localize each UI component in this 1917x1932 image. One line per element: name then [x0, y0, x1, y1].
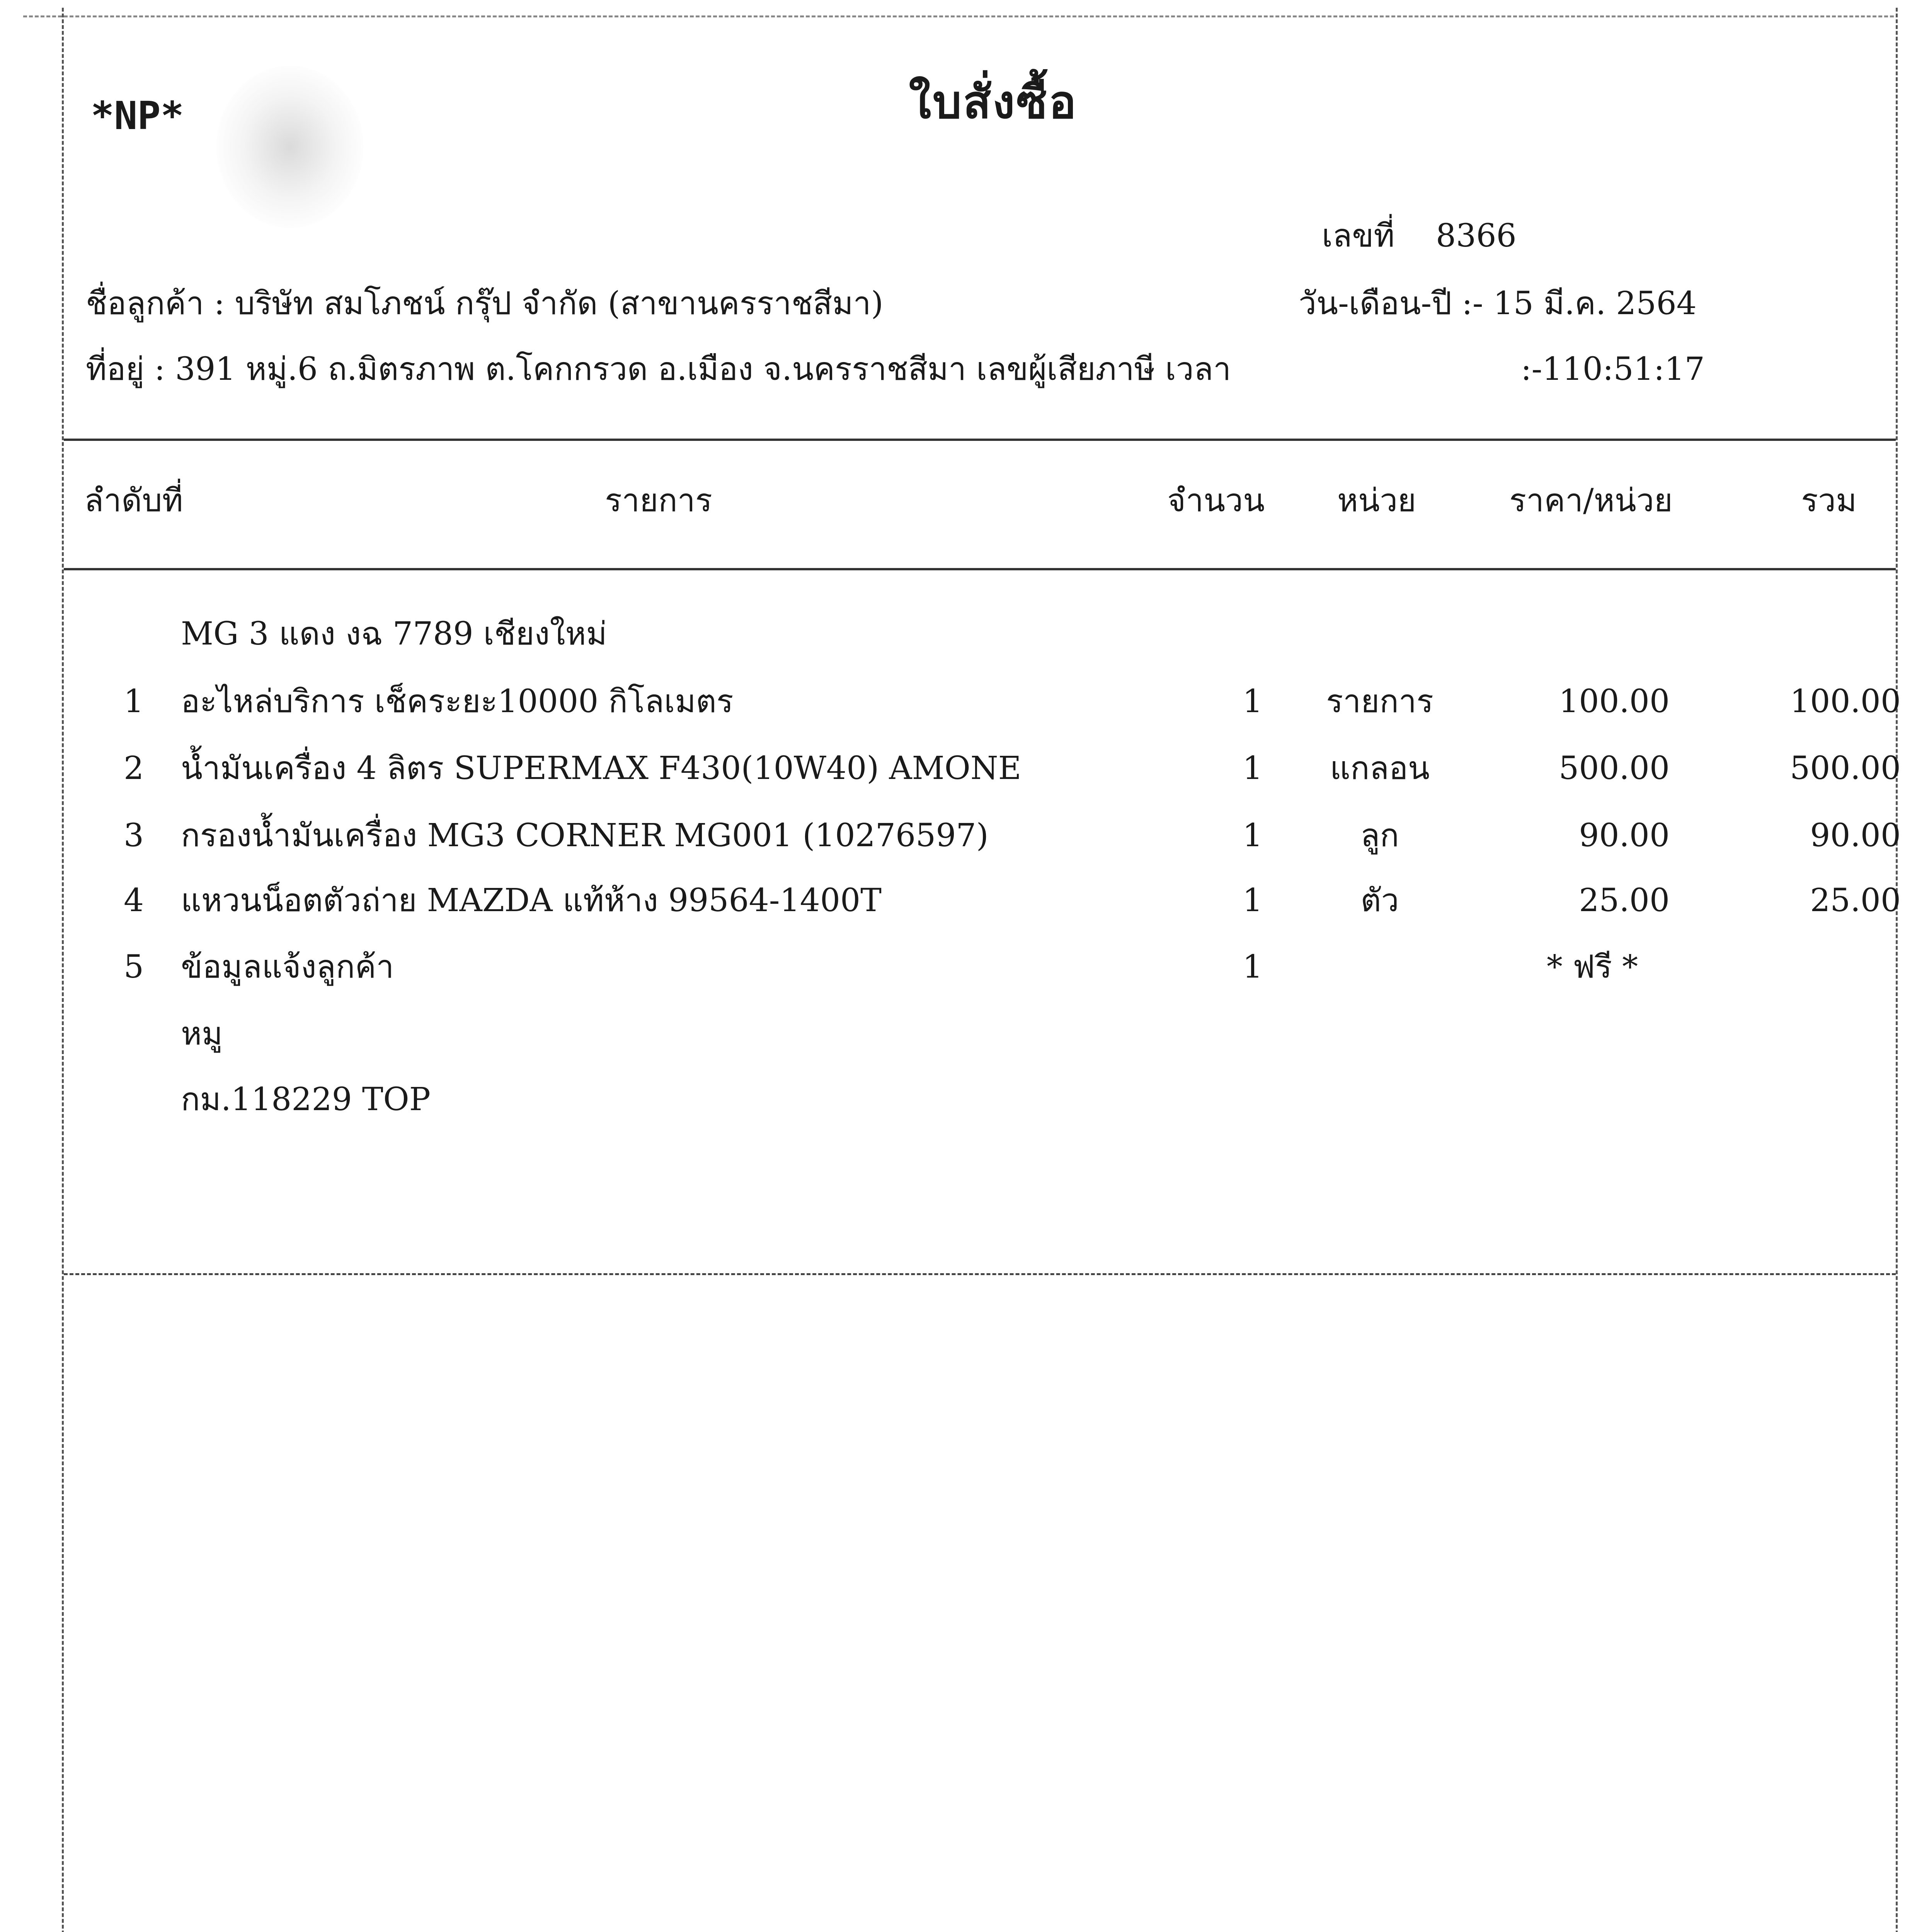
- col-item: รายการ: [605, 482, 712, 519]
- row-item: น้ำมันเครื่อง 4 ลิตร SUPERMAX F430(10W40) AMONE: [181, 750, 1021, 787]
- np-mark: *NP*: [91, 93, 184, 138]
- page-break-perforation: [64, 1273, 1896, 1275]
- row-no: 1: [124, 683, 144, 720]
- vehicle-line: MG 3 แดง งฉ 7789 เชียงใหม่: [181, 616, 607, 652]
- row-unit: ลูก: [1360, 817, 1399, 854]
- right-perforation-edge: [1896, 8, 1898, 1932]
- row-total: 90.00: [1810, 817, 1901, 854]
- address-line: ที่อยู่ : 391 หมู่.6 ถ.มิตรภาพ ต.โคกกรวด อ.เมือง จ.นครราชสีมา เลขผู้เสียภาษี เวลา: [86, 351, 1231, 388]
- row-item: ข้อมูลแจ้งลูกค้า: [181, 949, 394, 985]
- row-qty: 1: [1243, 949, 1263, 985]
- row-total: 100.00: [1790, 683, 1901, 720]
- col-price: ราคา/หน่วย: [1509, 482, 1673, 519]
- row-no: 3: [124, 817, 144, 854]
- row-unit: ตัว: [1360, 882, 1399, 919]
- header-divider: [64, 439, 1896, 441]
- row-item: อะไหล่บริการ เช็คระยะ10000 กิโลเมตร: [181, 683, 734, 720]
- row-qty: 1: [1243, 683, 1263, 720]
- document-title: ใบสั่งซื้อ: [909, 75, 1078, 129]
- date-line: วัน-เดือน-ปี :- 15 มี.ค. 2564: [1299, 285, 1697, 322]
- row-total: 500.00: [1790, 750, 1901, 787]
- left-perforation-edge: [62, 8, 64, 1932]
- row-price: 500.00: [1559, 750, 1670, 787]
- col-total: รวม: [1801, 482, 1857, 519]
- top-edge: [23, 15, 1894, 17]
- note-line: หมู: [181, 1015, 223, 1052]
- row-item: แหวนน็อตตัวถ่าย MAZDA แท้ห้าง 99564-1400T: [181, 882, 882, 919]
- doc-no-value: 8366: [1436, 218, 1517, 254]
- row-total: 25.00: [1810, 882, 1901, 919]
- row-no: 4: [124, 882, 144, 919]
- row-qty: 1: [1243, 750, 1263, 787]
- row-price: * ฟรี *: [1546, 949, 1638, 985]
- row-no: 5: [124, 949, 144, 985]
- row-price: 90.00: [1579, 817, 1670, 854]
- row-unit: แกลอน: [1330, 750, 1430, 787]
- col-unit: หน่วย: [1337, 482, 1416, 519]
- row-price: 100.00: [1559, 683, 1670, 720]
- col-no: ลำดับที่: [84, 482, 183, 519]
- time-value: :-110:51:17: [1521, 351, 1705, 388]
- row-unit: รายการ: [1326, 683, 1433, 720]
- column-divider: [64, 568, 1896, 570]
- row-qty: 1: [1243, 817, 1263, 854]
- row-qty: 1: [1243, 882, 1263, 919]
- col-qty: จำนวน: [1167, 482, 1265, 519]
- row-no: 2: [124, 750, 144, 787]
- doc-no-label: เลขที่: [1322, 218, 1395, 254]
- customer-line: ชื่อลูกค้า : บริษัท สมโภชน์ กรุ๊ป จำกัด (สาขานครราชสีมา): [86, 285, 884, 322]
- smudge-mark: [216, 66, 363, 228]
- row-item: กรองน้ำมันเครื่อง MG3 CORNER MG001 (10276597): [181, 817, 989, 854]
- row-price: 25.00: [1579, 882, 1670, 919]
- note-line: กม.118229 TOP: [181, 1081, 431, 1118]
